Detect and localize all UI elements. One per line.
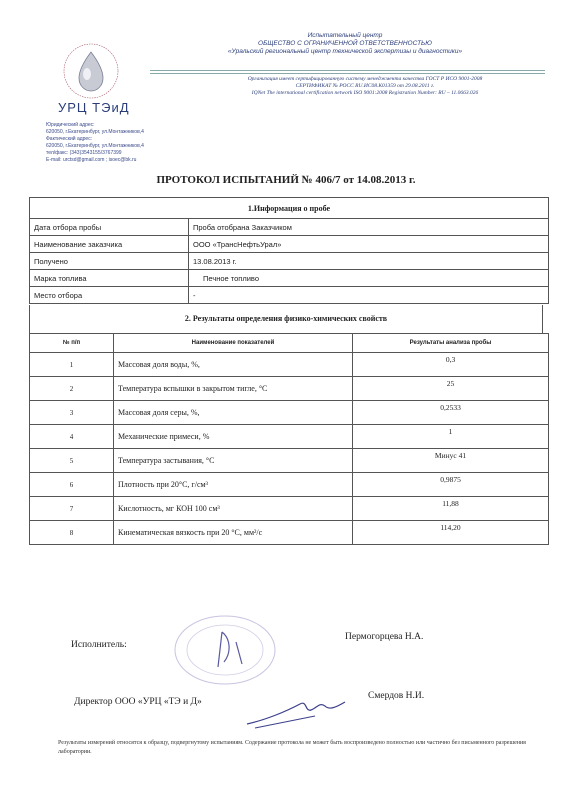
table-row bbox=[30, 401, 549, 425]
info-label: Наименование заказчика bbox=[30, 236, 189, 253]
header-divider bbox=[150, 70, 545, 71]
result-value: 0,3 bbox=[353, 353, 549, 377]
info-value: Проба отобрана Заказчиком bbox=[189, 219, 549, 236]
table-header-row bbox=[30, 334, 549, 353]
table-row bbox=[30, 425, 549, 449]
header-divider bbox=[150, 73, 545, 74]
cert-line: IQNet The international certification network ISO 9001:2008 Registration Number: RU – 11.0663.026 bbox=[251, 90, 479, 96]
protocol-title: ПРОТОКОЛ ИСПЫТАНИЙ № 406/7 от 14.08.2013 г. bbox=[156, 174, 416, 186]
address-line: Юридический адрес: bbox=[46, 122, 95, 128]
section-title: 1.Информация о пробе bbox=[30, 198, 549, 219]
letterhead-line: «Уральский региональный центр технической экспертизы и диагностики» bbox=[227, 48, 463, 55]
table-row bbox=[30, 497, 549, 521]
indicator-name: Плотность при 20°С, г/см³ bbox=[114, 473, 353, 497]
column-header: Наименование показателей bbox=[114, 334, 353, 353]
table-row bbox=[30, 521, 549, 545]
letterhead bbox=[150, 32, 540, 56]
row-number: 1 bbox=[30, 353, 114, 377]
table-row bbox=[30, 236, 549, 253]
letterhead-line: Испытательный центр bbox=[307, 32, 383, 39]
result-value: 0,9875 bbox=[353, 473, 549, 497]
result-value: 0,2533 bbox=[353, 401, 549, 425]
table-row bbox=[30, 473, 549, 497]
indicator-name: Кислотность, мг КОН 100 см³ bbox=[114, 497, 353, 521]
signature-icon bbox=[245, 690, 355, 730]
result-value: 114,20 bbox=[353, 521, 549, 545]
row-number: 8 bbox=[30, 521, 114, 545]
address-line: 620050, г.Екатеринбург, ул.Монтажников,4 bbox=[46, 129, 144, 135]
result-value: Минус 41 bbox=[353, 449, 549, 473]
footer-note: Результаты измерений относятся к образцу, подвергнутому испытаниям. Содержание протокола не может быть воспроизведено полностью или частично без письменного разрешения лаборатории. bbox=[58, 740, 526, 755]
row-number: 7 bbox=[30, 497, 114, 521]
address-line: E-mail: urctsd@gmail.com ; isoec@bk.ru bbox=[46, 157, 137, 163]
table-row bbox=[30, 253, 549, 270]
indicator-name: Массовая доля воды, %, bbox=[114, 353, 353, 377]
address-line: тел/факс: (343)3543155/3767399 bbox=[46, 150, 122, 156]
indicator-name: Температура застывания, °С bbox=[114, 449, 353, 473]
letterhead-line: ОБЩЕСТВО С ОГРАНИЧЕННОЙ ОТВЕТСТВЕННОСТЬЮ bbox=[258, 40, 432, 47]
info-label: Марка топлива bbox=[30, 270, 189, 287]
company-address bbox=[46, 122, 144, 164]
director-label: Директор ООО «УРЦ «ТЭ и Д» bbox=[74, 697, 202, 707]
table-row bbox=[30, 270, 549, 287]
result-value: 25 bbox=[353, 377, 549, 401]
table-row bbox=[30, 353, 549, 377]
stamp-icon bbox=[170, 612, 280, 687]
row-number: 3 bbox=[30, 401, 114, 425]
info-value: - bbox=[189, 287, 549, 304]
row-number: 2 bbox=[30, 377, 114, 401]
executor-label: Исполнитель: bbox=[71, 640, 127, 650]
director-name: Смердов Н.И. bbox=[368, 691, 425, 701]
row-number: 4 bbox=[30, 425, 114, 449]
indicator-name: Массовая доля серы, %, bbox=[114, 401, 353, 425]
address-line: Фактический адрес: bbox=[46, 136, 93, 142]
info-value: Печное топливо bbox=[189, 270, 549, 287]
cert-line: Организация имеет сертифицированную систему менеджмента качества ГОСТ Р ИСО 9001-2008 bbox=[247, 76, 483, 82]
table-row bbox=[30, 219, 549, 236]
info-label: Получено bbox=[30, 253, 189, 270]
company-logo bbox=[62, 42, 120, 100]
column-header: № п/п bbox=[30, 334, 114, 353]
indicator-name: Температура вспышки в закрытом тигле, °С bbox=[114, 377, 353, 401]
row-number: 5 bbox=[30, 449, 114, 473]
address-line: 620050, г.Екатеринбург, ул.Монтажников,4 bbox=[46, 143, 144, 149]
result-value: 11,88 bbox=[353, 497, 549, 521]
info-value: 13.08.2013 г. bbox=[189, 253, 549, 270]
indicator-name: Механические примеси, % bbox=[114, 425, 353, 449]
column-header: Результаты анализа пробы bbox=[353, 334, 549, 353]
certification-note bbox=[190, 76, 540, 97]
sample-info-table bbox=[29, 197, 549, 304]
cert-line: СЕРТИФИКАТ № РОСС RU.ИС08.К01359 от 29.08.2011 г. bbox=[295, 83, 435, 89]
table-row bbox=[30, 449, 549, 473]
indicator-name: Кинематическая вязкость при 20 °С, мм²/с bbox=[114, 521, 353, 545]
info-label: Дата отбора пробы bbox=[30, 219, 189, 236]
table-row bbox=[30, 377, 549, 401]
info-label: Место отбора bbox=[30, 287, 189, 304]
info-value: ООО «ТрансНефтьУрал» bbox=[189, 236, 549, 253]
result-value: 1 bbox=[353, 425, 549, 449]
executor-name: Пермогорцева Н.А. bbox=[345, 632, 424, 642]
logo-name: УРЦ ТЭиД bbox=[58, 100, 130, 115]
section-title: 2. Результаты определения физико-химических свойств bbox=[29, 305, 543, 333]
row-number: 6 bbox=[30, 473, 114, 497]
results-table bbox=[29, 333, 549, 545]
table-row bbox=[30, 287, 549, 304]
